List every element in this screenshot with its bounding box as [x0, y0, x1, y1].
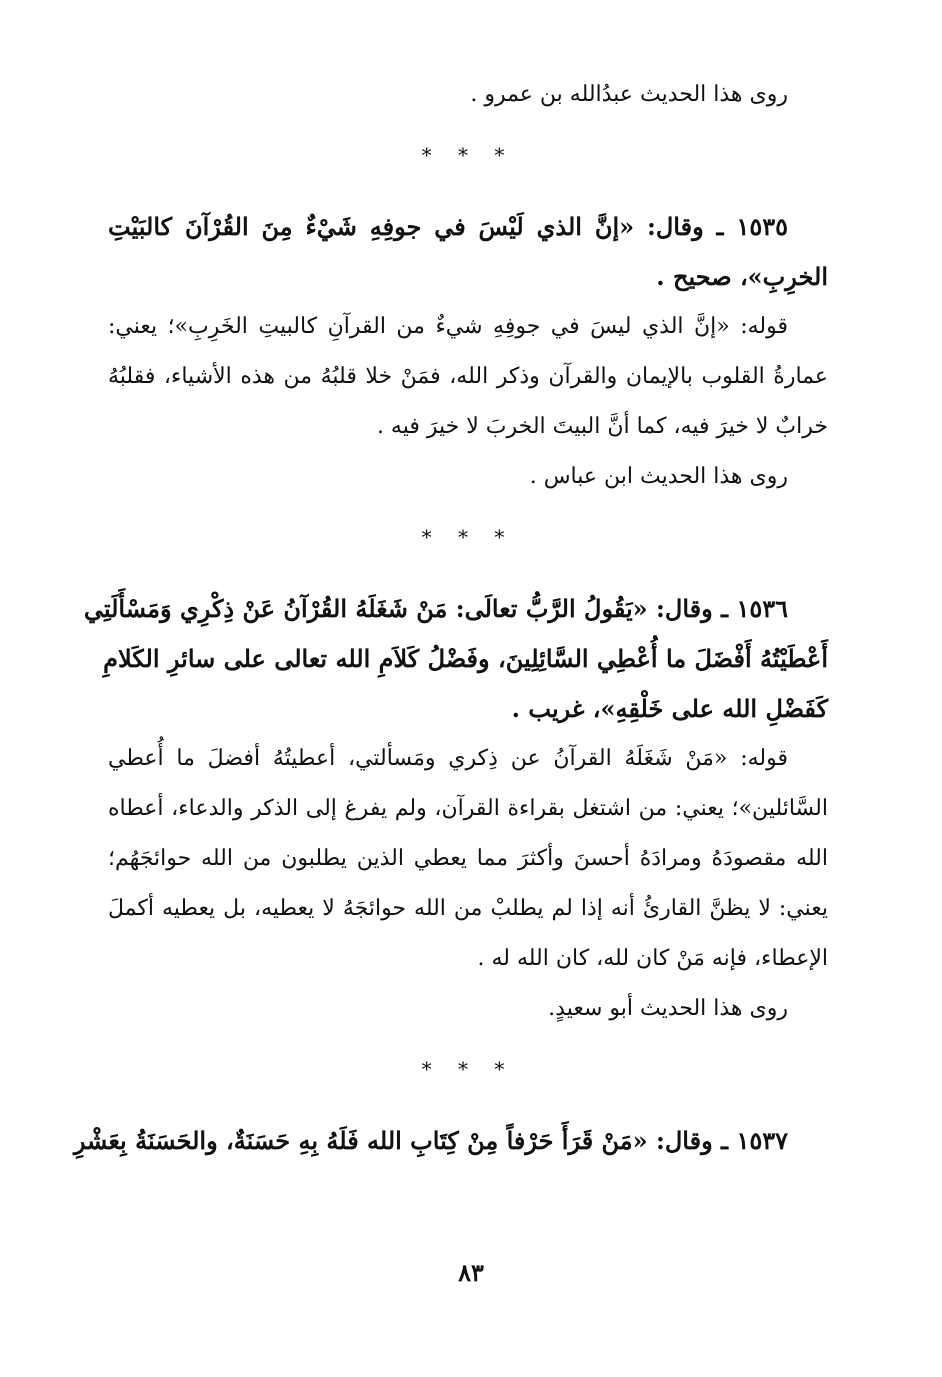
commentary-1535-line: خرابٌ لا خيرَ فيه، كما أنَّ البيتَ الخربَ لا خيرَ فيه . [376, 414, 828, 439]
commentary-1535-line: قوله: «إنَّ الذي ليسَ في جوفِهِ شيءٌ من القرآنِ كالبيتِ الخَرِبِ»؛ يعني: [108, 314, 788, 339]
commentary-1536-line: قوله: «مَنْ شَغَلَهُ القرآنُ عن ذِكري ومَسألتي، أعطيتُهُ أفضلَ ما أُعطي [108, 746, 788, 771]
page-body [73, 70, 828, 1166]
commentary-1536-line: يعني: لا يظنَّ القارئُ أنه إذا لم يطلبْ من الله حوائجَهُ لا يعطيه، بل يعطيه أكملَ [108, 896, 828, 921]
hadith-1536-line: ١٥٣٦ ـ وقال: «يَقُولُ الرَّبُّ تعالَى: مَنْ شَغَلَهُ القُرْآنُ عَنْ ذِكْرِي وَمَسْأَلَتِي [83, 594, 788, 623]
commentary-1536-line: الإعطاء، فإنه مَنْ كان لله، كان الله له . [477, 946, 828, 971]
separator-stars: * * * [421, 143, 515, 167]
commentary-1536-line: السَّائلين»؛ يعني: من اشتغل بقراءة القرآن، ولم يفرغ إلى الذكر والدعاء، أعطاه [108, 796, 828, 821]
hadith-1537-line: ١٥٣٧ ـ وقال: «مَنْ قَرَأَ حَرْفاً مِنْ كِتَابِ الله فَلَهُ بِهِ حَسَنَةٌ، والحَسَنَةُ بِعَشْرِ [73, 1126, 788, 1155]
narrator-line: روى هذا الحديث أبو سعيدٍ. [548, 996, 788, 1021]
narrator-line: روى هذا الحديث ابن عباس . [529, 464, 788, 489]
hadith-1535-line: الخرِبِ»، صحيح . [656, 262, 828, 291]
hadith-1536-line: أَعْطَيْتُهُ أَفْضَلَ ما أُعْطِي السَّائِلِينَ، وفَضْلُ كَلاَمِ الله تعالى على سائرِ الكَلامِ [103, 644, 828, 673]
page-number: ٨٣ [458, 1258, 484, 1287]
separator-stars: * * * [421, 525, 515, 549]
separator-stars: * * * [421, 1057, 515, 1081]
commentary-1536-line: الله مقصودَهُ ومرادَهُ أحسنَ وأكثرَ مما يعطي الذين يطلبون من الله حوائجَهُم؛ [108, 846, 828, 871]
hadith-1535-line: ١٥٣٥ ـ وقال: «إنَّ الذي لَيْسَ في جوفِهِ شَيْءٌ مِنَ القُرْآنَ كالبَيْتِ [108, 212, 788, 241]
hadith-1536-line: كَفَضْلِ الله على خَلْقِهِ»، غريب . [511, 694, 828, 723]
commentary-1535-line: عمارةُ القلوب بالإيمان والقرآن وذكر الله، فمَنْ خلا قلبُهُ من هذه الأشياء، فقلبُهُ [108, 364, 828, 389]
narrator-line: روى هذا الحديث عبدُالله بن عمرو . [470, 82, 788, 107]
